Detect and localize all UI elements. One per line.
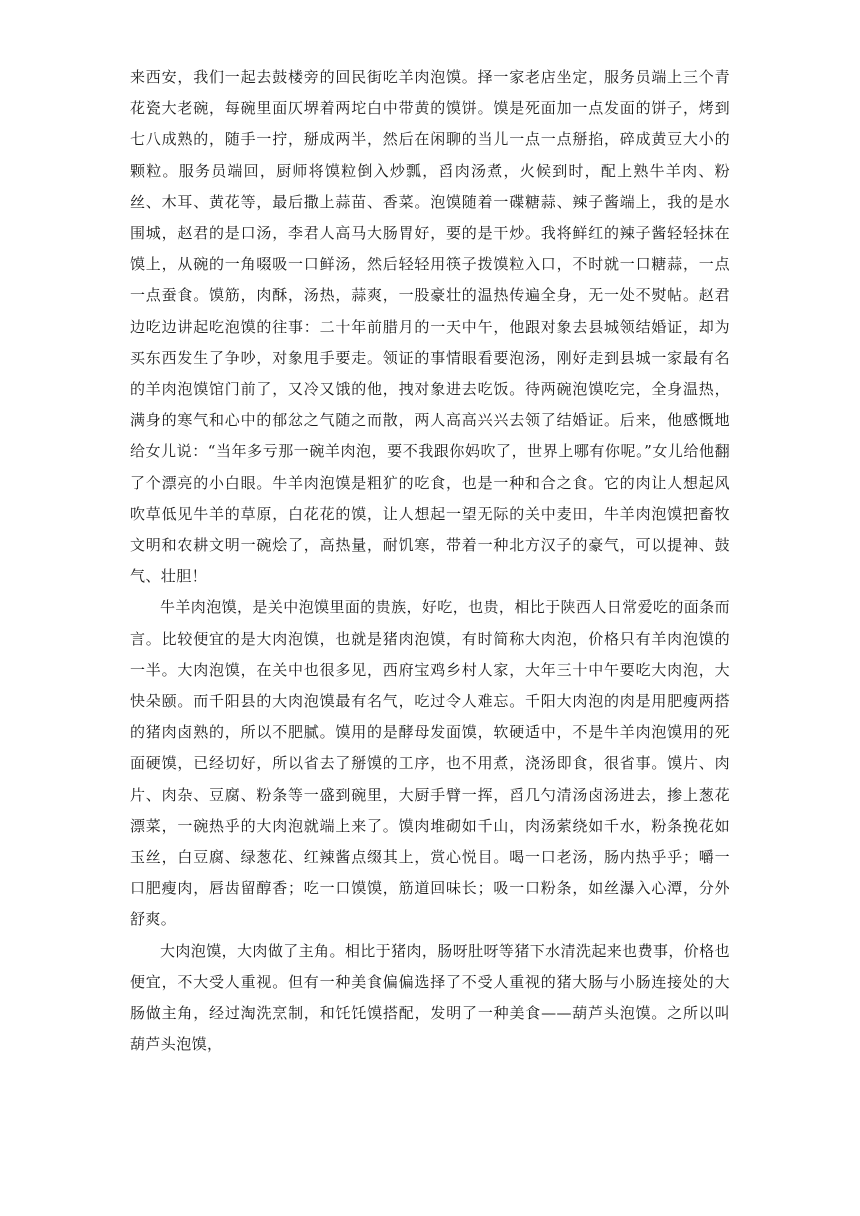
article-body [130, 62, 730, 1061]
paragraph-darou-paomo: 牛羊肉泡馍，是关中泡馍里面的贵族，好吃，也贵，相比于陕西人日常爱吃的面条而言。比较便宜的是大肉泡馍，也就是猪肉泡馍，有时简称大肉泡，价格只有羊肉泡馍的一半。大肉泡馍，在关中也很多见，西府宝鸡乡村人家，大年三十中午要吃大肉泡，大快朵颐。而千阳县的大肉泡馍最有名气，吃过令人难忘。千阳大肉泡的肉是用肥瘦两搭的猪肉卤熟的，所以不肥腻。馍用的是酵母发面馍，软硬适中，不是牛羊肉泡馍用的死面硬馍，已经切好，所以省去了掰馍的工序，也不用煮，浇汤即食，很省事。馍片、肉片、肉杂、豆腐、粉条等一盛到碗里，大厨手臂一挥，舀几勺清汤卤汤进去，掺上葱花漂菜，一碗热乎的大肉泡就端上来了。馍肉堆砌如千山，肉汤萦绕如千水，粉条挽花如玉丝，白豆腐、绿葱花、红辣酱点缀其上，赏心悦目。喝一口老汤，肠内热乎乎；嚼一口肥瘦肉，唇齿留醇香；吃一口馍馍，筋道回味长；吸一口粉条，如丝瀑入心潭，分外舒爽。 [130, 598, 730, 929]
paragraph-yangrou-paomo: 来西安，我们一起去鼓楼旁的回民街吃羊肉泡馍。择一家老店坐定，服务员端上三个青花瓷大老碗，每碗里面仄堺着两坨白中带黄的馍饼。馍是死面加一点发面的饼子，烤到七八成熟的，随手一拧，掰成两半，然后在闲聊的当儿一点一点掰掐，碎成黄豆大小的颗粒。服务员端回，厨师将馍粒倒入炒瓢，舀肉汤煮，火候到时，配上熟牛羊肉、粉丝、木耳、黄花等，最后撒上蒜苗、香菜。泡馍随着一碟糖蒜、辣子酱端上，我的是水围城，赵君的是口汤，李君人高马大肠胃好，要的是干炒。我将鲜红的辣子酱轻轻抹在馍上，从碗的一角啜吸一口鲜汤，然后轻轻用筷子拨馍粒入口，不时就一口糖蒜，一点一点蚕食。馍筋，肉酥，汤热，蒜爽，一股豪壮的温热传遍全身，无一处不熨帖。赵君边吃边讲起吃泡馍的往事：二十年前腊月的一天中午，他跟对象去县城领结婚证，却为买东西发生了争吵，对象甩手要走。领证的事情眼看要泡汤，刚好走到县城一家最有名的羊肉泡馍馆门前了，又冷又饿的他，拽对象进去吃饭。待两碗泡馍吃完，全身温热，满身的寒气和心中的郁忿之气随之而散，两人高高兴兴去领了结婚证。后来，他感慨地给女儿说：“当年多亏那一碗羊肉泡，要不我跟你妈吹了，世界上哪有你呢。”女儿给他翻了个漂亮的小白眼。牛羊肉泡馍是粗犷的吃食，也是一种和合之食。它的肉让人想起风吹草低见牛羊的草原，白花花的馍，让人想起一望无际的关中麦田，牛羊肉泡馍把畜牧文明和农耕文明一碗烩了，高热量，耐饥寒，带着一种北方汉子的豪气，可以提神、鼓气、壮胆！ [130, 68, 730, 586]
paragraph-hulutou-paomo: 大肉泡馍，大肉做了主角。相比于猪肉，肠呀肚呀等猪下水清洗起来也费事，价格也便宜，不大受人重视。但有一种美食偏偏选择了不受人重视的猪大肠与小肠连接处的大肠做主角，经过淘洗烹制，和饦饦馍搭配，发明了一种美食——葫芦头泡馍。之所以叫葫芦头泡馍， [130, 941, 730, 1054]
